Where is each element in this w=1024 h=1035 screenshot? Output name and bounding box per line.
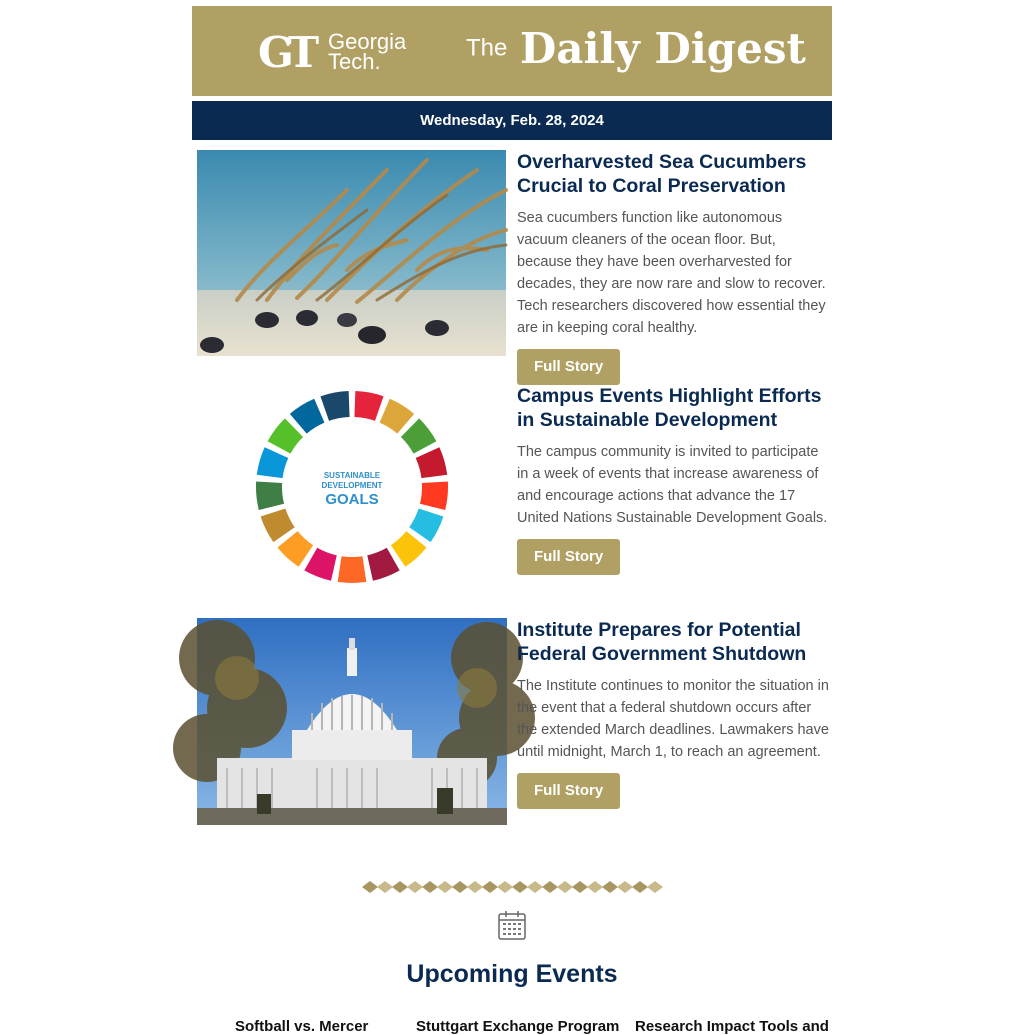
sdg-segment — [416, 447, 448, 478]
logo-line-2: Tech. — [328, 49, 381, 74]
newsletter — [192, 6, 832, 1035]
sdg-line-2: DEVELOPMENT — [321, 481, 383, 490]
divider-diamond — [587, 881, 603, 893]
story-summary: The Institute continues to monitor the situation in the event that a federal shutdown occurs after the extended March deadlines. Lawmakers have until midnight, March 1, to reach an agreement. — [517, 678, 829, 760]
divider-diamond — [377, 881, 393, 893]
divider-diamond — [482, 881, 498, 893]
divider-diamond — [617, 881, 633, 893]
issue-date: Wednesday, Feb. 28, 2024 — [192, 101, 832, 140]
divider-diamond — [512, 881, 528, 893]
event-title-stuttgart[interactable]: Stuttgart Exchange Program — [416, 1018, 620, 1035]
georgia-tech-logo[interactable] — [258, 30, 418, 76]
divider-diamond — [362, 881, 378, 893]
divider-diamond — [557, 881, 573, 893]
divider-diamond — [452, 881, 468, 893]
event-title-research[interactable]: Research Impact Tools and — [635, 1018, 829, 1035]
sdg-segment — [320, 391, 349, 421]
story-summary: The campus community is invited to participate in a week of events that increase awareness of and encourage actions that advance the 17 United Nations Sustainable Development Goals. — [517, 444, 828, 526]
sdg-segment — [256, 481, 284, 510]
story-summary: Sea cucumbers function like autonomous vacuum cleaners of the ocean floor. But, because they have been overharvested for decades, they are now rare and slow to recover. Tech researchers discovered how essential they are in keeping coral healthy. — [517, 210, 826, 336]
story-text — [517, 384, 829, 575]
title-main: Daily Digest — [519, 24, 806, 73]
sdg-segment — [304, 548, 336, 581]
title-prefix: The — [466, 34, 508, 62]
story-card — [192, 140, 832, 374]
full-story-button[interactable]: Full Story — [517, 539, 620, 575]
sdg-line-1: SUSTAINABLE — [323, 471, 381, 480]
divider-diamond — [467, 881, 483, 893]
full-story-button[interactable]: Full Story — [517, 773, 620, 809]
event-title-softball[interactable]: Softball vs. Mercer — [235, 1018, 369, 1035]
sea-cucumber-image[interactable] — [197, 150, 506, 356]
divider-diamond — [542, 881, 558, 893]
divider-diamond — [527, 881, 543, 893]
header-banner — [192, 6, 832, 96]
logo-line-1: Georgia — [328, 29, 407, 54]
full-story-button[interactable]: Full Story — [517, 349, 620, 385]
sdg-segment — [354, 391, 383, 421]
newsletter-title — [466, 24, 806, 73]
story-text — [517, 618, 829, 809]
upcoming-events-heading: Upcoming Events — [406, 960, 618, 988]
divider-diamond — [437, 881, 453, 893]
sdg-line-3: GOALS — [325, 491, 379, 508]
divider-diamond — [632, 881, 648, 893]
story-headline[interactable]: Campus Events Highlight Efforts in Sustainable Development — [517, 385, 822, 431]
capitol-building-image[interactable] — [197, 618, 507, 825]
logo-wordmark — [328, 29, 407, 74]
diamond-divider-icon — [362, 880, 662, 894]
sdg-segment — [420, 481, 448, 510]
story-text — [517, 150, 829, 385]
sdg-segment — [338, 556, 367, 583]
divider-diamond — [392, 881, 408, 893]
calendar-icon — [497, 909, 527, 941]
sdg-segment — [257, 447, 289, 478]
story-headline[interactable]: Overharvested Sea Cucumbers Crucial to Coral Preservation — [517, 151, 807, 197]
divider-diamond — [422, 881, 438, 893]
gt-monogram: GT — [258, 28, 314, 77]
divider-diamond — [407, 881, 423, 893]
story-headline[interactable]: Institute Prepares for Potential Federal Government Shutdown — [517, 619, 807, 665]
story-card — [192, 374, 832, 608]
sdg-wheel-image[interactable] — [197, 384, 506, 590]
story-card — [192, 608, 832, 842]
divider-diamond — [602, 881, 618, 893]
divider-diamond — [497, 881, 513, 893]
sdg-segment — [367, 548, 399, 581]
divider-diamond — [647, 881, 663, 893]
divider-diamond — [572, 881, 588, 893]
